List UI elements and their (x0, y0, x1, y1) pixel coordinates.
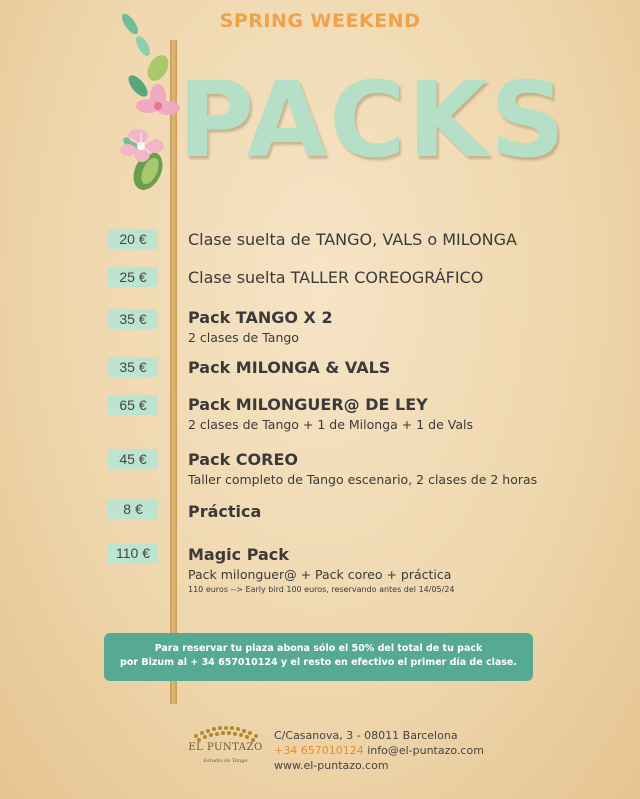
pack-title: Práctica (188, 502, 262, 521)
pack-description: Pack milonguer@ + Pack coreo + práctica (188, 567, 452, 582)
address: C/Casanova, 3 - 08011 Barcelona (274, 729, 458, 742)
logo (188, 722, 263, 782)
logo-name: EL PUNTAZO (188, 742, 263, 753)
pack-title: Clase suelta de TANGO, VALS o MILONGA (188, 230, 517, 249)
price-tag: 8 € (108, 499, 158, 519)
price-tag: 25 € (108, 267, 158, 287)
phone-link[interactable]: +34 657010124 (274, 744, 364, 757)
pack-title: Magic Pack (188, 545, 289, 564)
pack-description: 2 clases de Tango (188, 330, 299, 345)
booking-info-line: por Bizum al + 34 657010124 y el resto en efectivo el primer día de clase. (120, 657, 517, 668)
pack-note: 110 euros --> Early bird 100 euros, reservando antes del 14/05/24 (188, 585, 455, 594)
list-item (188, 395, 473, 432)
email-link[interactable]: info@el-puntazo.com (367, 744, 484, 757)
floral-decoration (108, 6, 188, 206)
price-tag: 65 € (108, 395, 158, 415)
pack-title: Pack MILONGUER@ DE LEY (188, 395, 428, 414)
list-item (188, 308, 333, 345)
list-item (188, 502, 261, 521)
price-tag: 45 € (108, 449, 158, 469)
list-item (188, 358, 390, 377)
pack-title: Pack COREO (188, 450, 298, 469)
logo-tagline: Estudio de Tango (203, 758, 248, 764)
price-tag: 110 € (108, 543, 158, 563)
pack-title: Pack TANGO X 2 (188, 308, 333, 327)
dots-arc-icon (188, 722, 263, 744)
booking-info-box (104, 633, 533, 681)
price-tag: 35 € (108, 357, 158, 377)
pack-title: Pack MILONGA & VALS (188, 358, 391, 377)
website-link[interactable]: www.el-puntazo.com (274, 759, 389, 772)
pack-description: 2 clases de Tango + 1 de Milonga + 1 de Vals (188, 417, 473, 432)
list-item (188, 450, 537, 487)
booking-info-line: Para reservar tu plaza abona sólo el 50% del total de tu pack (154, 643, 483, 654)
list-item (188, 268, 483, 287)
list-item (188, 230, 517, 249)
price-tag: 35 € (108, 309, 158, 329)
page-title: PACKS (178, 59, 567, 181)
pack-title: Clase suelta TALLER COREOGRÁFICO (188, 268, 484, 287)
contact-block (274, 728, 484, 773)
event-subtitle: SPRING WEEKEND (219, 10, 421, 32)
list-item (188, 545, 455, 594)
pack-description: Taller completo de Tango escenario, 2 clases de 2 horas (188, 472, 538, 487)
contact-line (274, 743, 484, 758)
price-tag: 20 € (108, 229, 158, 249)
